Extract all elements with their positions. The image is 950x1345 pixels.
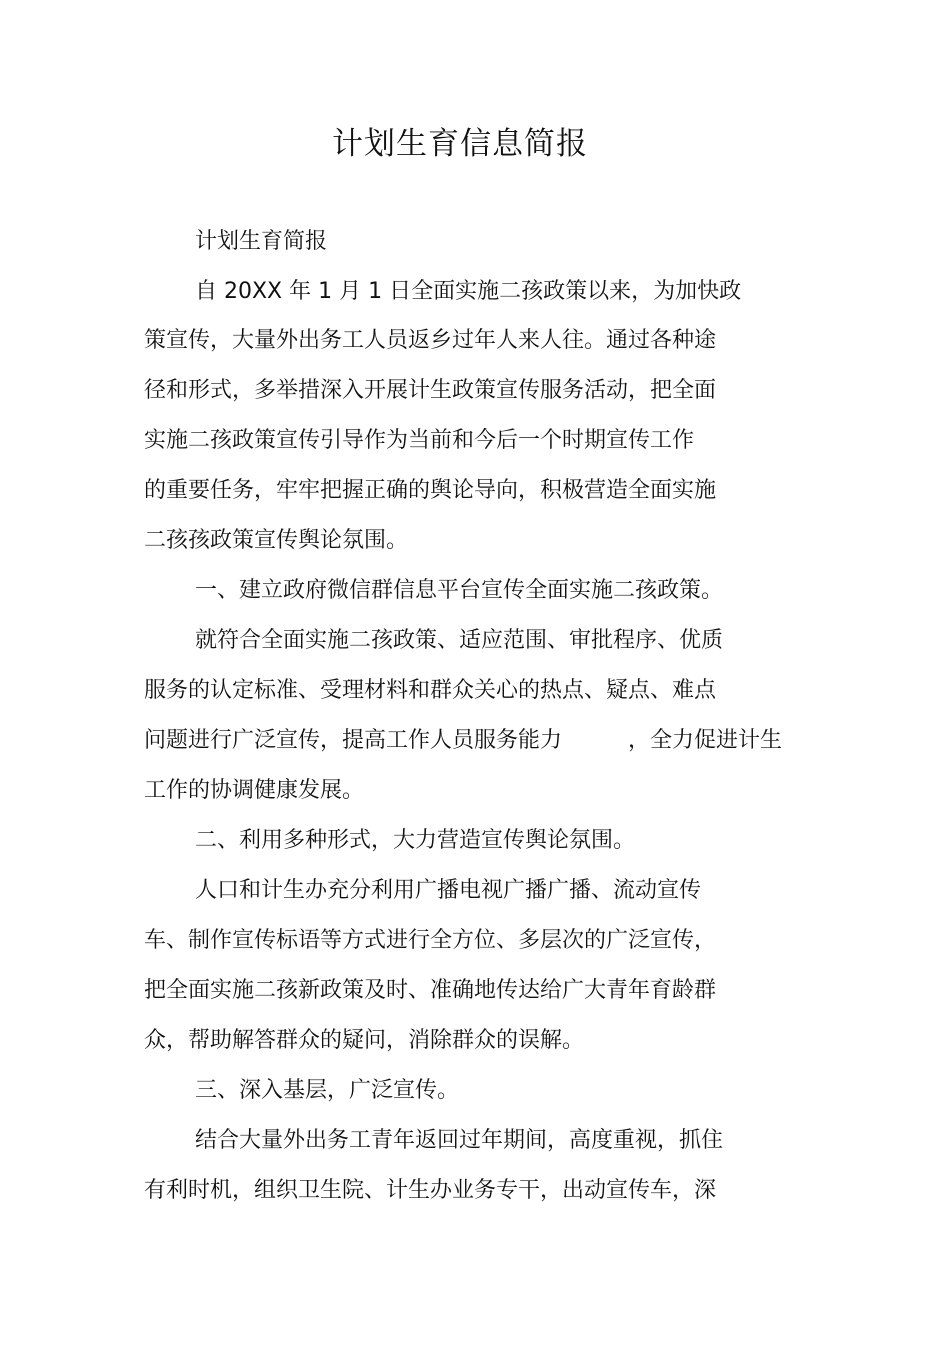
body-line: 的重要任务，牢牢把握正确的舆论导向，积极营造全面实施 xyxy=(144,478,717,503)
body-line: 把全面实施二孩新政策及时、准确地传达给广大青年育龄群 xyxy=(144,978,717,1003)
body-line: 有利时机，组织卫生院、计生办业务专干，出动宣传车，深 xyxy=(144,1178,717,1203)
body-line: 人口和计生办充分利用广播电视广播广播、流动宣传 xyxy=(195,878,702,903)
document-title: 计划生育信息简报 xyxy=(332,126,588,162)
body-line: 众，帮助解答群众的疑问，消除群众的误解。 xyxy=(144,1028,585,1053)
body-line: 二孩孩政策宣传舆论氛围。 xyxy=(144,528,409,553)
body-line: 工作的协调健康发展。 xyxy=(144,778,365,803)
body-line: 策宣传，大量外出务工人员返乡过年人来人往。通过各种途 xyxy=(144,328,717,353)
body-line: 自 20XX 年 1 月 1 日全面实施二孩政策以来，为加快政 xyxy=(195,279,742,304)
section-heading: 三、深入基层，广泛宣传。 xyxy=(195,1078,460,1103)
body-line: 计划生育简报 xyxy=(195,229,328,254)
body-line: 车、制作宣传标语等方式进行全方位、多层次的广泛宣传， xyxy=(144,928,717,953)
section-heading: 二、利用多种形式，大力营造宣传舆论氛围。 xyxy=(195,828,636,853)
body-line: 问题进行广泛宣传，提高工作人员服务能力 ，全力促进计生 xyxy=(144,728,783,753)
body-line: 结合大量外出务工青年返回过年期间，高度重视，抓住 xyxy=(195,1128,724,1153)
section-heading: 一、建立政府微信群信息平台宣传全面实施二孩政策。 xyxy=(195,578,724,603)
body-line: 径和形式，多举措深入开展计生政策宣传服务活动，把全面 xyxy=(144,378,717,403)
body-line: 实施二孩政策宣传引导作为当前和今后一个时期宣传工作 xyxy=(144,428,695,453)
body-line: 服务的认定标准、受理材料和群众关心的热点、疑点、难点 xyxy=(144,678,717,703)
body-line: 就符合全面实施二孩政策、适应范围、审批程序、优质 xyxy=(195,628,724,653)
